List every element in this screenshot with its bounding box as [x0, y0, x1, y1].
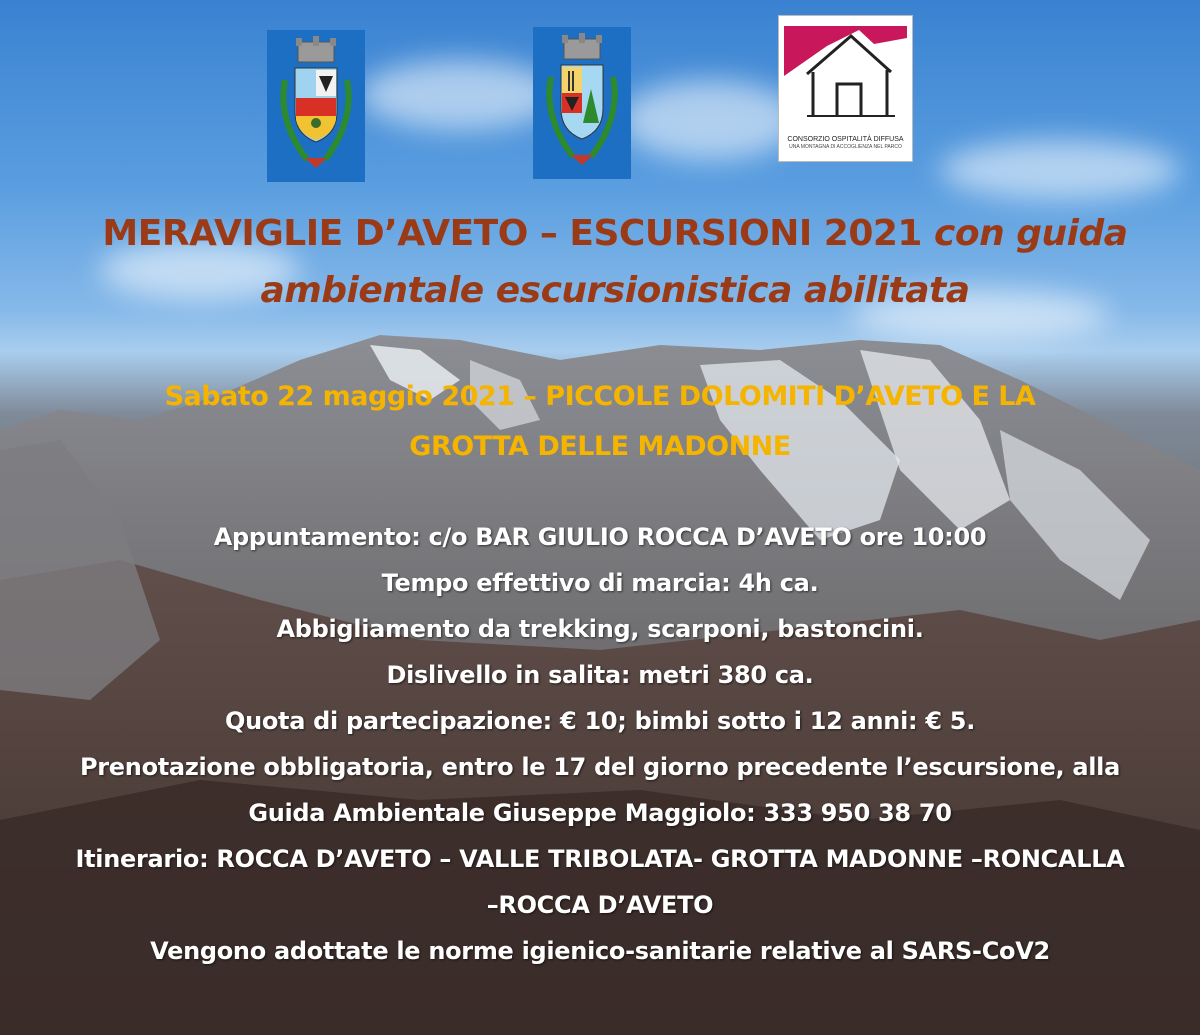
- consorzio-logo: [778, 15, 913, 162]
- detail-walking-time: Tempo effettivo di marcia: 4h ca.: [381, 569, 819, 597]
- event-line-2: GROTTA DELLE MADONNE: [409, 431, 791, 462]
- crest-icon: [267, 30, 365, 182]
- detail-itinerary-end: –ROCCA D’AVETO: [486, 891, 714, 919]
- detail-elevation: Dislivello in salita: metri 380 ca.: [386, 661, 814, 689]
- detail-guide-contact: Guida Ambientale Giuseppe Maggiolo: 333 950 38 70: [248, 799, 952, 827]
- event-details: [20, 514, 1180, 974]
- detail-appointment: Appuntamento: c/o BAR GIULIO ROCCA D’AVETO ore 10:00: [213, 523, 987, 551]
- house-icon: [779, 16, 912, 134]
- event-line-1: Sabato 22 maggio 2021 – PICCOLE DOLOMITI D’AVETO E LA: [164, 381, 1036, 412]
- detail-booking: Prenotazione obbligatoria, entro le 17 del giorno precedente l’escursione, alla: [79, 753, 1121, 781]
- title-italic-1: con guida: [934, 213, 1128, 254]
- title-line-2: [60, 262, 1170, 319]
- detail-covid-note: Vengono adottate le norme igienico-sanitarie relative al SARS-CoV2: [150, 937, 1050, 965]
- poster-title: [60, 205, 1170, 319]
- consorzio-caption: CONSORZIO OSPITALITÀ DIFFUSA: [787, 136, 904, 143]
- comune-crest-logo-1: [267, 30, 365, 182]
- detail-itinerary: Itinerario: ROCCA D’AVETO – VALLE TRIBOLATA- GROTTA MADONNE –RONCALLA: [75, 845, 1125, 873]
- event-heading: [50, 372, 1150, 472]
- detail-clothing: Abbigliamento da trekking, scarponi, bastoncini.: [276, 615, 924, 643]
- detail-fee: Quota di partecipazione: € 10; bimbi sotto i 12 anni: € 5.: [224, 707, 976, 735]
- comune-crest-logo-2: [533, 27, 631, 179]
- title-line-1: [60, 205, 1170, 262]
- title-main: MERAVIGLIE D’AVETO – ESCURSIONI 2021: [102, 213, 922, 254]
- consorzio-tagline: UNA MONTAGNA DI ACCOGLIENZA NEL PARCO: [789, 144, 902, 150]
- title-italic-2: ambientale escursionistica abilitata: [260, 270, 970, 311]
- crest-icon: [533, 27, 631, 179]
